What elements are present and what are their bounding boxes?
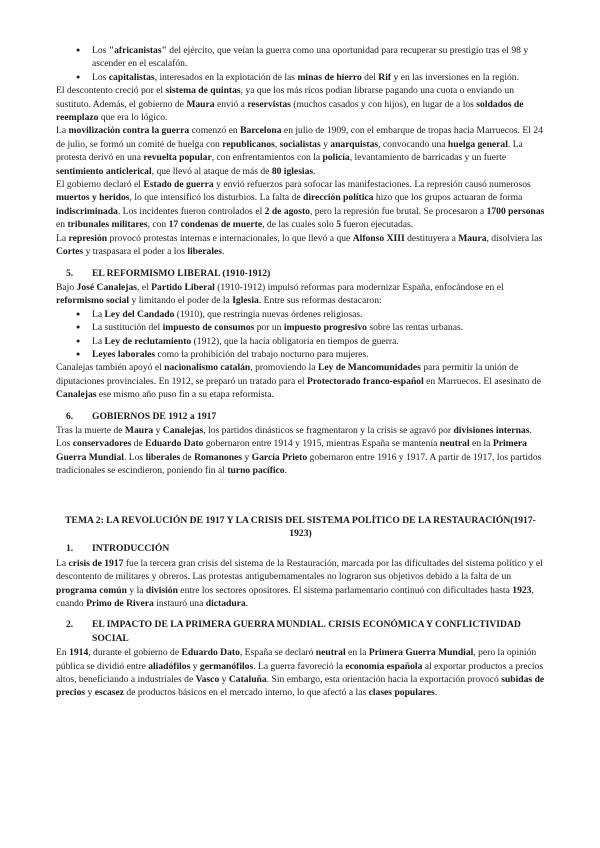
heading-number: 5. (66, 267, 74, 279)
section-heading-6 (56, 410, 545, 423)
paragraph-gobiernos: Tras la muerte de Maura y Canalejas, los partidos dinásticos se fragmentaron y la crisis se agravó por divisiones internas. Los conservadores de Eduardo Dato gobernaron entre 1914 y 1915, mientras España se mantenía neutral en la Primera Guerra Mundial. Los liberales de Romanones y García Prieto gobernaron entre 1916 y 1917. A partir de 1917, los partidos tradicionales se escindieron, poniendo fin al turno pacífico. (56, 424, 542, 477)
list-item: ● Los capitalistas, interesados en la explotación de las minas de hierro del Rif y en las inversiones en la región. (56, 71, 545, 84)
section-heading-2 (56, 618, 545, 645)
section-heading-1 (56, 542, 545, 555)
paragraph-introduccion: La crisis de 1917 fue la tercera gran crisis del sistema de la Restauración, marcada por las dificultades del sistema político y el descontento de militares y obreros. Las protestas antigubernamentales no lograron sus objetivos debido a la falta de un programa común y la división entre los sectores opositores. El sistema parlamentario continuó con dificultades hasta 1923, cuando Primo de Rivera instauró una dictadura. (56, 557, 543, 610)
paragraph-movilizacion: La movilización contra la guerra comenzó en Barcelona en julio de 1909, con el embarque de tropas hacia Marruecos. El 24 de julio, se formó un comité de huelga con republicanos, socialistas y anarquistas, convocando una huelga general. La protesta derivó en una revuelta popular, con enfrentamientos con la policía, levantamiento de barricadas y un fuerte sentimiento anticlerical, que llevó al ataque de más de 80 iglesias. (56, 125, 543, 177)
heading-title: INTRODUCCIÓN (92, 543, 170, 555)
heading-title: GOBIERNOS DE 1912 a 1917 (92, 410, 217, 422)
paragraph-destitucion: La represión provocó protestas internas e internacionales, lo que llevó a que Alfonso XIII destituyera a Maura, disolviera las Cortes y traspasara el poder a los liberales. (56, 232, 543, 258)
paragraph-canalejas-intro: Bajo José Canalejas, el Partido Liberal (1910-1912) impulsó reformas para modernizar España, enfocándose en el reformismo social y limitando el poder de la Iglesia. Entre sus reformas destacaron: (56, 281, 504, 307)
heading-number: 6. (66, 410, 74, 422)
tema-title: TEMA 2: LA REVOLUCIÓN DE 1917 Y LA CRISIS DEL SISTEMA POLÍTICO DE LA RESTAURACIÓN(1917-1923) (65, 514, 536, 539)
heading-title: EL IMPACTO DE LA PRIMERA GUERRA MUNDIAL. CRISIS ECONÓMICA Y CONFLICTIVIDAD SOCIAL (92, 619, 521, 644)
section-heading-5 (56, 267, 545, 280)
list-item: ● La Ley del Candado (1910), que restringía nuevas órdenes religiosas. (56, 308, 545, 321)
list-item: ● La sustitución del impuesto de consumos por un impuesto progresivo sobre las rentas urbanas. (56, 321, 545, 334)
paragraph-canalejas-end: Canalejas también apoyó el nacionalismo catalán, promoviendo la Ley de Mancomunidades para permitir la unión de diputaciones provinciales. En 1912, se preparó un tratado para el Protectorado franco-español en Marruecos. El asesinato de Canalejas ese mismo año puso fin a su etapa reformista. (56, 362, 541, 401)
bullet-list-top (56, 44, 545, 84)
paragraph-quintas: El descontento creció por el sistema de quintas, ya que los más ricos podían librarse pagando una cuota o enviando un sustituto. Además, el gobierno de Maura envió a reservistas (muchos casados y con hijos), en lugar de a los soldados de reemplazo que era lo lógico. (56, 85, 524, 124)
list-item: ● Leyes laborales como la prohibición del trabajo nocturno para mujeres. (56, 348, 545, 361)
heading-title: EL REFORMISMO LIBERAL (1910-1912) (92, 267, 271, 279)
heading-number: 1. (66, 543, 74, 555)
list-item: ● La Ley de reclutamiento (1912), que la hacía obligatoria en tiempos de guerra. (56, 335, 545, 348)
bullet-list-reformas (56, 308, 545, 362)
paragraph-represion: El gobierno declaró el Estado de guerra y envió refuerzos para sofocar las manifestaciones. La represión causó numerosos muertos y heridos, lo que intensificó los disturbios. La falta de dirección política hizo que los grupos actuaran de forma indiscriminada. Los incidentes fueron controlados el 2 de agosto, pero la represión fue brutal. Se procesaron a 1700 personas en tribunales militares, con 17 condenas de muerte, de las cuales solo 5 fueron ejecutadas. (56, 179, 545, 231)
heading-number: 2. (66, 619, 74, 631)
paragraph-impacto-guerra: En 1914, durante el gobierno de Eduardo Dato, España se declaró neutral en la Primera Guerra Mundial, pero la opinión pública se dividió entre aliadófilos y germanófilos. La guerra favoreció la economía española al exportar productos a precios altos, beneficiando a industriales de Vasco y Cataluña. Sin embargo, esta orientación hacia la exportación provocó subidas de precios y escasez de productos básicos en el mercado interno, lo que afectó a las clases populares. (56, 647, 545, 699)
list-item: ● Los "africanistas" del ejército, que veían la guerra como una oportunidad para recuperar su prestigio tras el 98 y ascender en el escalafón. (56, 44, 545, 71)
